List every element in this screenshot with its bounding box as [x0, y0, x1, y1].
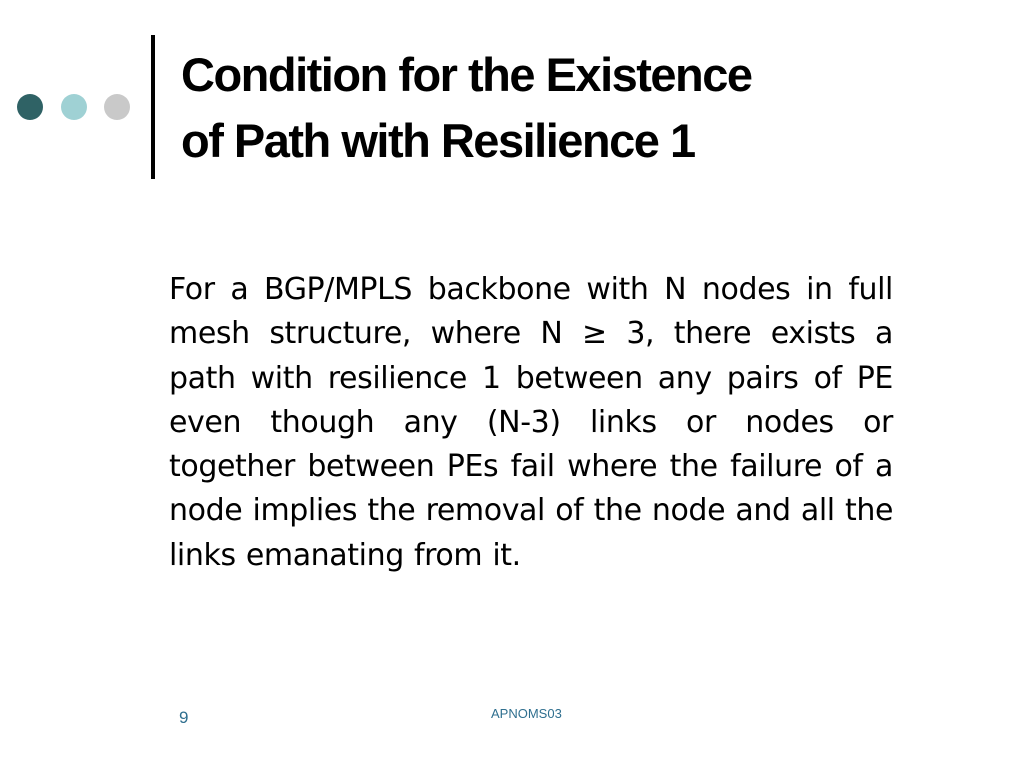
page-number: 9	[179, 708, 189, 727]
slide-title-line-1: Condition for the Existence	[181, 48, 752, 101]
decorative-dot-light	[61, 94, 87, 120]
slide-title-line-2: of Path with Resilience 1	[181, 114, 695, 167]
footer-conference-label: APNOMS03	[491, 706, 562, 721]
slide-title	[181, 42, 981, 174]
slide-body-text: For a BGP/MPLS backbone with N nodes in full mesh structure, where N ≥ 3, there exists a path with resilience 1 between any pairs of PE even though any (N-3) links or nodes or together between PEs fail where the failure of a node implies the removal of the node and all the links emanating from it.	[169, 272, 893, 573]
decorative-dot-dark	[17, 94, 43, 120]
title-divider-line	[151, 35, 155, 179]
decorative-dot-grey	[104, 94, 130, 120]
